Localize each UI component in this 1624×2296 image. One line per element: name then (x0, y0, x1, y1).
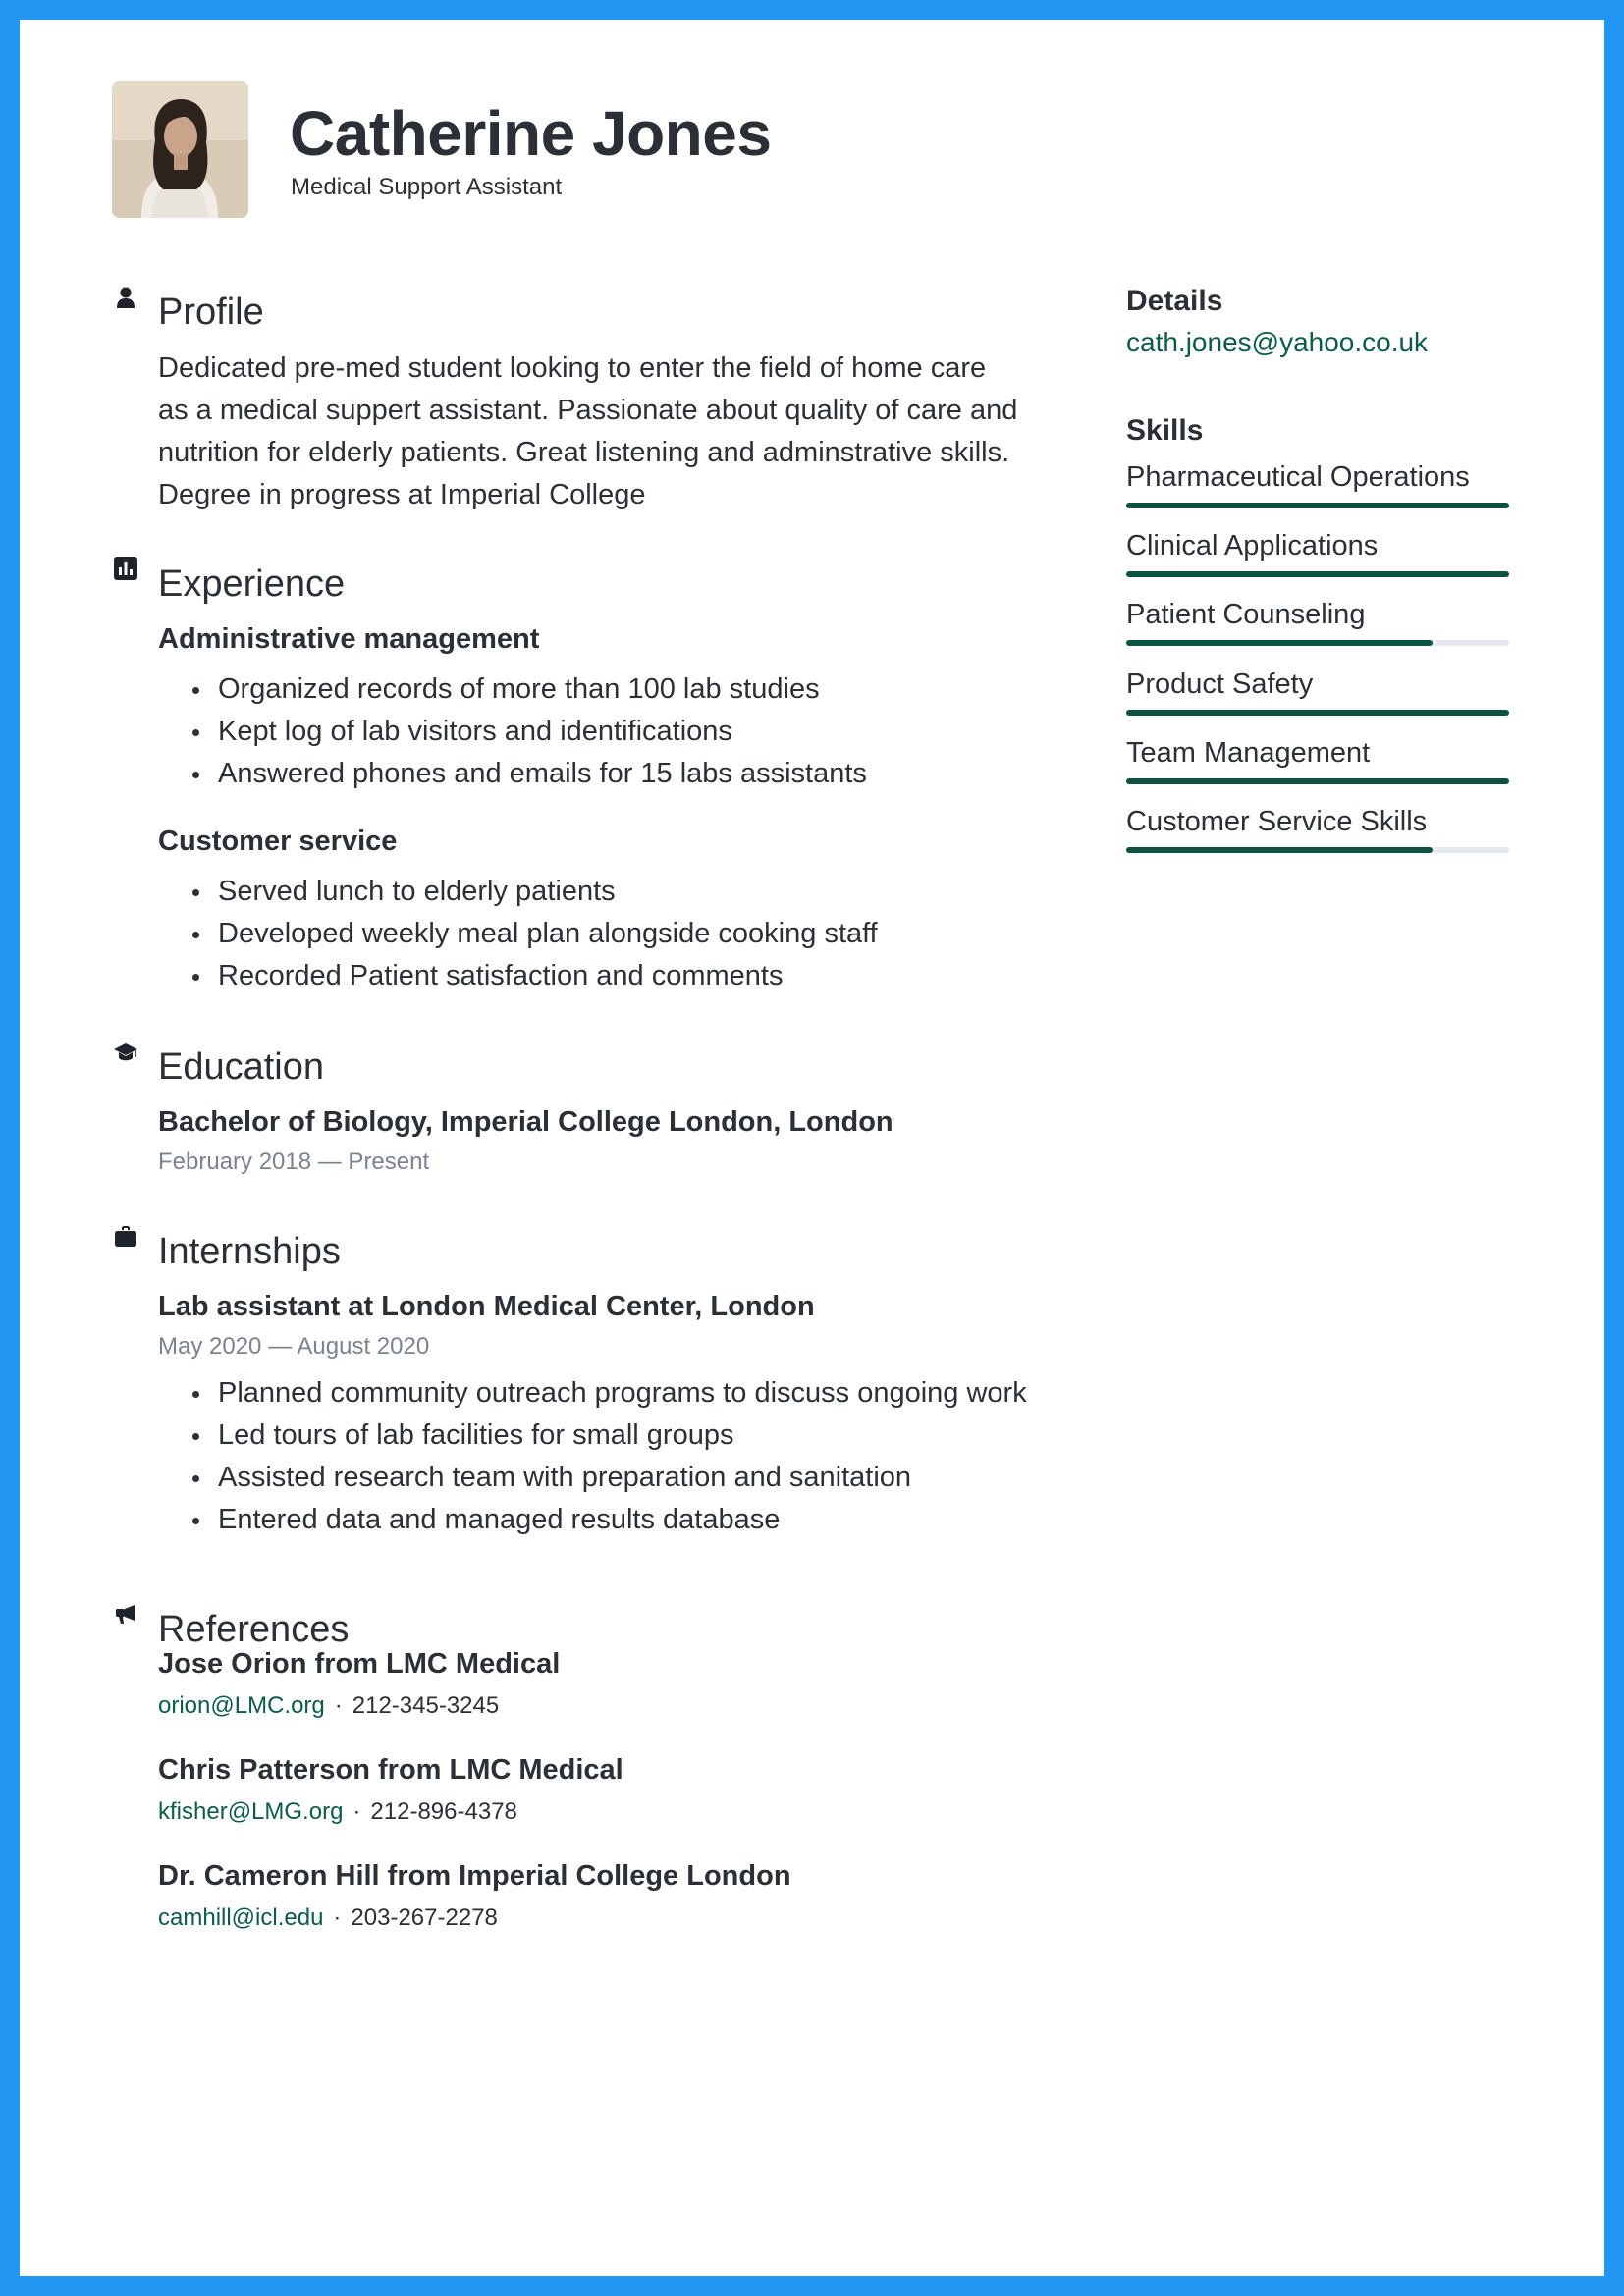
profile-line: as a medical suppert assistant. Passionate about quality of care and (158, 395, 1018, 426)
skill-item (1126, 594, 1509, 646)
megaphone-icon (113, 1601, 138, 1627)
reference-phone: 212-896-4378 (370, 1798, 517, 1825)
skill-label: Customer Service Skills (1126, 806, 1428, 837)
reference-name: Jose Orion from LMC Medical (158, 1648, 561, 1680)
skill-level-fill (1126, 503, 1509, 508)
details-email-link[interactable]: cath.jones@yahoo.co.uk (1126, 327, 1429, 357)
skill-label: Patient Counseling (1126, 599, 1366, 630)
job-bullets (158, 871, 878, 997)
experience-section-title: Experience (158, 563, 346, 605)
skill-level-bar (1126, 847, 1509, 853)
profile-summary (158, 347, 1081, 516)
reference-email-link[interactable]: orion@LMC.org (158, 1692, 325, 1719)
skill-level-fill (1126, 710, 1509, 716)
resume-page (20, 20, 1604, 2276)
list-item: Entered data and managed results database (218, 1499, 1027, 1541)
education-degree: Bachelor of Biology, Imperial College London, London (158, 1106, 893, 1138)
profile-line: nutrition for elderly patients. Great listening and adminstrative skills. (158, 437, 1010, 468)
internship-dates: May 2020 — August 2020 (158, 1333, 430, 1360)
skill-level-bar (1126, 710, 1509, 716)
skill-level-fill (1126, 571, 1509, 577)
job-title: Medical Support Assistant (291, 174, 563, 200)
skill-item (1126, 664, 1509, 716)
list-item: Led tours of lab facilities for small groups (218, 1415, 1027, 1457)
skill-level-bar (1126, 778, 1509, 784)
skill-item (1126, 801, 1509, 853)
reference-phone: 212-345-3245 (352, 1692, 500, 1719)
separator: · (334, 1692, 343, 1719)
profile-section-title: Profile (158, 292, 264, 333)
job-bullets (158, 668, 867, 795)
job-title-heading: Administrative management (158, 623, 540, 655)
reference-name: Dr. Cameron Hill from Imperial College London (158, 1860, 791, 1892)
list-item: Assisted research team with preparation and sanitation (218, 1457, 1027, 1499)
briefcase-icon (113, 1224, 138, 1250)
education-dates: February 2018 — Present (158, 1148, 430, 1175)
list-item: Recorded Patient satisfaction and comments (218, 955, 878, 997)
skill-label: Pharmaceutical Operations (1126, 461, 1470, 493)
reference-contact (158, 1692, 499, 1720)
profile-photo (112, 81, 248, 218)
skill-item (1126, 456, 1509, 508)
list-item: Planned community outreach programs to discuss ongoing work (218, 1372, 1027, 1415)
job-title-heading: Customer service (158, 826, 398, 857)
skill-label: Clinical Applications (1126, 530, 1379, 561)
reference-name: Chris Patterson from LMC Medical (158, 1754, 623, 1786)
internship-role: Lab assistant at London Medical Center, London (158, 1291, 815, 1322)
list-item: Developed weekly meal plan alongside cooking staff (218, 913, 878, 955)
separator: · (352, 1798, 361, 1825)
bar-chart-icon (113, 556, 138, 581)
skill-level-fill (1126, 847, 1433, 853)
skill-label: Team Management (1126, 737, 1371, 769)
list-item: Answered phones and emails for 15 labs assistants (218, 753, 867, 795)
skill-level-bar (1126, 503, 1509, 508)
skill-level-bar (1126, 640, 1509, 646)
internships-section-title: Internships (158, 1231, 341, 1272)
references-section-title: References (158, 1609, 350, 1650)
reference-contact (158, 1798, 517, 1826)
skill-level-fill (1126, 778, 1509, 784)
list-item: Kept log of lab visitors and identifications (218, 711, 867, 753)
internship-bullets (158, 1372, 1027, 1541)
skill-level-bar (1126, 571, 1509, 577)
education-section-title: Education (158, 1046, 325, 1088)
reference-email-link[interactable]: kfisher@LMG.org (158, 1798, 344, 1825)
reference-contact (158, 1904, 498, 1932)
graduation-cap-icon (113, 1040, 138, 1065)
candidate-name: Catherine Jones (290, 98, 772, 169)
reference-email-link[interactable]: camhill@icl.edu (158, 1904, 324, 1931)
profile-line: Degree in progress at Imperial College (158, 479, 646, 510)
details-title: Details (1126, 285, 1223, 317)
list-item: Served lunch to elderly patients (218, 871, 878, 913)
list-item: Organized records of more than 100 lab studies (218, 668, 867, 711)
profile-line: Dedicated pre-med student looking to enter the field of home care (158, 352, 987, 384)
skill-level-fill (1126, 640, 1433, 646)
skills-title: Skills (1126, 414, 1204, 447)
skill-item (1126, 732, 1509, 784)
person-icon (113, 285, 138, 310)
skill-item (1126, 525, 1509, 577)
skill-label: Product Safety (1126, 668, 1314, 700)
reference-phone: 203-267-2278 (351, 1904, 498, 1931)
separator: · (333, 1904, 342, 1931)
